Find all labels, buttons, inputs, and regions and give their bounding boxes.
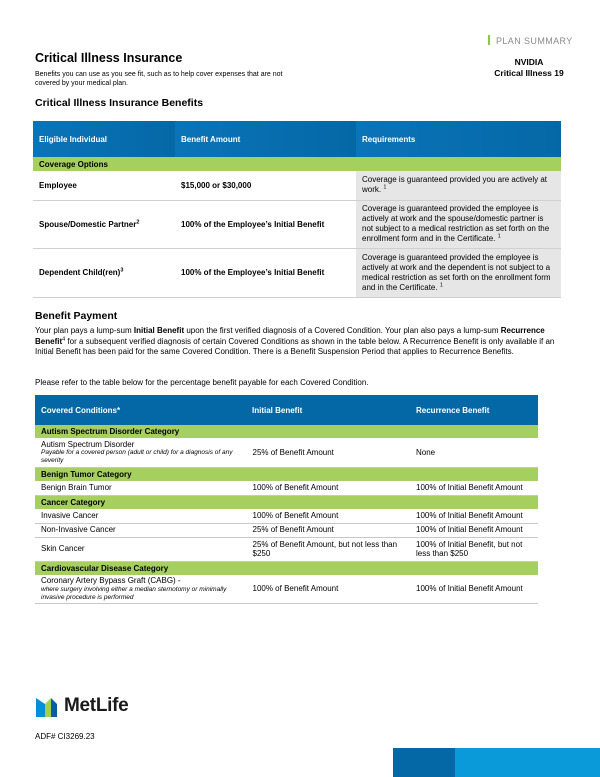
footnote-ref: 2: [136, 218, 140, 225]
column-header: Initial Benefit: [246, 395, 410, 425]
table-row: [33, 171, 561, 200]
recurrence-benefit: 100% of Initial Benefit Amount: [410, 523, 538, 537]
column-header: Eligible Individual: [33, 121, 175, 157]
plan-name: Critical Illness 19: [494, 68, 564, 78]
footer-bar-blue: [393, 748, 455, 777]
column-header: Covered Conditions*: [35, 395, 246, 425]
initial-benefit: 100% of Benefit Amount: [246, 481, 410, 496]
requirement-text: Coverage is guaranteed provided the employee is actively at work and the spouse/domestic partner is not subject to a medical restriction as set forth on the enrollment form and in the Certificate.: [362, 204, 550, 243]
category-row: Cardiovascular Disease Category: [41, 563, 169, 573]
page-title: Critical Illness Insurance: [35, 51, 183, 65]
table-row: [33, 248, 561, 297]
eligible-individual: Spouse/Domestic Partner: [39, 219, 137, 229]
table-row: [35, 481, 538, 496]
recurrence-benefit: 100% of Initial Benefit Amount: [410, 481, 538, 496]
initial-benefit: 25% of Benefit Amount: [246, 438, 410, 467]
initial-benefit: 25% of Benefit Amount: [246, 523, 410, 537]
column-header: Benefit Amount: [175, 121, 356, 157]
footer-bar-white: [0, 748, 393, 777]
plan-summary-label: PLAN SUMMARY: [488, 35, 573, 46]
condition-name: Benign Brain Tumor: [35, 481, 246, 496]
benefit-amount: 100% of the Employee’s Initial Benefit: [175, 200, 356, 248]
benefit-payment-paragraph: Your plan pays a lump-sum Initial Benefit upon the first verified diagnosis of a Covered Condition. Your plan also pays a lump-sum Recurrence Benefit$^4$ for a subsequent verified diagnosis of certain Covered Conditions as shown in the table below. A Recurrence Benefit is only available if an Initial Benefit has been paid for the same Covered Condition. There is a Benefit Suspension Period that applies to Recurrence Benefits.: [35, 326, 555, 356]
eligible-individual: Dependent Child(ren): [39, 268, 121, 277]
initial-benefit: 100% of Benefit Amount: [246, 575, 410, 604]
condition-name: Invasive Cancer: [35, 509, 246, 523]
company-name: NVIDIA: [514, 57, 544, 67]
footnote-ref: 3: [120, 267, 124, 274]
accent-bar: [488, 35, 490, 45]
condition-name: Autism Spectrum Disorder: [41, 439, 135, 449]
column-header: Recurrence Benefit: [410, 395, 538, 425]
table-row: [35, 575, 538, 604]
category-row: Benign Tumor Category: [41, 469, 132, 479]
requirement-text: Coverage is guaranteed provided you are actively at work.: [362, 175, 547, 195]
footnote-ref: 1: [439, 281, 443, 288]
table-row: [35, 523, 538, 537]
recurrence-benefit: 100% of Initial Benefit Amount: [410, 575, 538, 604]
benefit-amount: 100% of the Employee’s Initial Benefit: [175, 248, 356, 297]
column-header: Requirements: [356, 121, 561, 157]
condition-name: Non-Invasive Cancer: [35, 523, 246, 537]
initial-benefit: 25% of Benefit Amount, but not less than $250: [246, 537, 410, 561]
condition-name: Skin Cancer: [35, 537, 246, 561]
recurrence-benefit: 100% of Initial Benefit, but not less than $250: [410, 537, 538, 561]
footnote-ref: 1: [383, 184, 387, 191]
table-row: [35, 438, 538, 467]
condition-name: Coronary Artery Bypass Graft (CABG) -: [41, 576, 181, 585]
recurrence-benefit: 100% of Initial Benefit Amount: [410, 509, 538, 523]
category-row: Autism Spectrum Disorder Category: [41, 427, 180, 436]
benefits-table: [33, 121, 561, 298]
category-row: Coverage Options: [39, 159, 108, 169]
table-row: [35, 509, 538, 523]
benefit-amount: $15,000 or $30,000: [175, 171, 356, 200]
footer-bar-light-blue: [455, 748, 600, 777]
metlife-logo: [36, 695, 156, 724]
benefits-heading: Critical Illness Insurance Benefits: [35, 97, 204, 109]
adf-number: ADF# CI3269.23: [35, 732, 95, 741]
recurrence-benefit: None: [410, 438, 538, 467]
refer-paragraph: Please refer to the table below for the percentage benefit payable for each Covered Condition.: [35, 378, 369, 387]
category-row: Cancer Category: [41, 498, 106, 507]
footnote-ref: 1: [497, 233, 501, 240]
initial-benefit: 100% of Benefit Amount: [246, 509, 410, 523]
company-block: [440, 57, 588, 79]
page-subtitle: Benefits you can use as you see fit, such as to help cover expenses that are not covered by your medical plan.: [35, 71, 283, 87]
benefit-payment-heading: Benefit Payment: [35, 310, 118, 322]
conditions-table: [35, 395, 538, 604]
eligible-individual: Employee: [39, 180, 77, 190]
logo-text: MetLife: [64, 695, 129, 716]
table-row: [33, 200, 561, 248]
table-row: [35, 537, 538, 561]
condition-note: where surgery involving either a median sternotomy or minimally invasive procedure is performed: [41, 585, 227, 601]
requirement-text: Coverage is guaranteed provided the employee is actively at work and the dependent is not subject to a medical restriction as set forth on the enrollment form and in the Certificate.: [362, 252, 551, 292]
condition-note: Payable for a covered person (adult or child) for a diagnosis of any severity: [41, 449, 233, 464]
